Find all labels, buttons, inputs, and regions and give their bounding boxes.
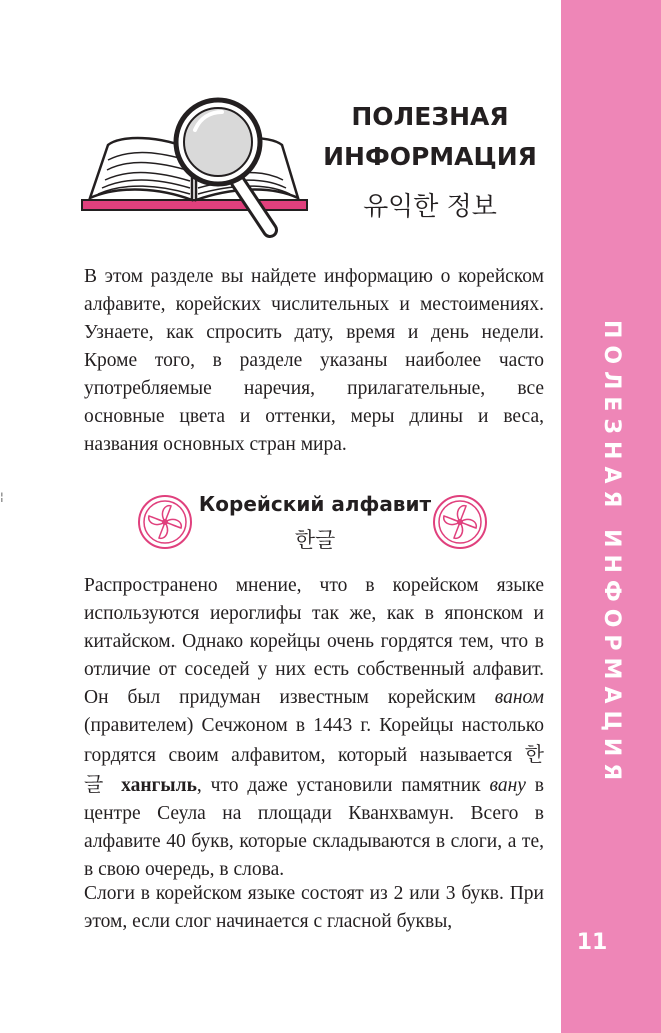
section-title: Корейский алфавит	[198, 492, 432, 516]
term-hangyl: хангыль	[121, 775, 197, 796]
book-magnifier-icon	[80, 90, 310, 250]
heading-line-1: ПОЛЕЗНАЯ	[351, 102, 509, 131]
term-vanu: вану	[489, 775, 526, 796]
term-hangul-korean: 한글	[84, 742, 544, 796]
term-vanom: ваном	[494, 687, 544, 708]
page-number: 11	[576, 930, 608, 955]
edge-mark: ¦	[0, 490, 4, 503]
text-span: Распространено мнение, что в корейском языке используются иероглифы так же, как в японском и китайском. Однако корейцы очень гордятся тем, что в отличие от соседей у них есть собственный алфавит. Он был придуман известным корейским	[84, 575, 544, 708]
heading-line-2: ИНФОРМАЦИЯ	[323, 142, 537, 171]
syllable-paragraph: Слоги в корейском языке состоят из 2 или 3 букв. При этом, если слог начинается с гласной буквы,	[84, 883, 544, 932]
page-heading	[310, 97, 550, 177]
flower-ornament-icon	[432, 494, 488, 550]
section-title-korean: 한글	[294, 528, 336, 552]
text-span: в центре Сеула на площади Кванхвамун. Всего в алфавите 40 букв, которые складываются в слоги, а те, в свою очередь, в слова.	[84, 775, 544, 880]
flower-ornament-icon	[137, 494, 193, 550]
heading-korean: 유익한 정보	[363, 192, 497, 222]
intro-paragraph: В этом разделе вы найдете информацию о корейском алфавите, корейских числительных и местоимениях. Узнаете, как спросить дату, время и день недели. Кроме того, в разделе указаны наиболее часто употребляемые наречия, прилагательные, все основные цвета и оттенки, меры длины и веса, названия основных стран мира.	[84, 266, 544, 455]
text-span: , что даже установили памятник	[196, 775, 490, 796]
alphabet-paragraph	[84, 572, 544, 884]
side-tab-title: ПОЛЕЗНАЯ ИНФОРМАЦИЯ	[599, 320, 624, 788]
text-span: (правителем) Сечжоном в 1443 г. Корейцы настолько гордятся своим алфавитом, который называется	[84, 715, 544, 766]
